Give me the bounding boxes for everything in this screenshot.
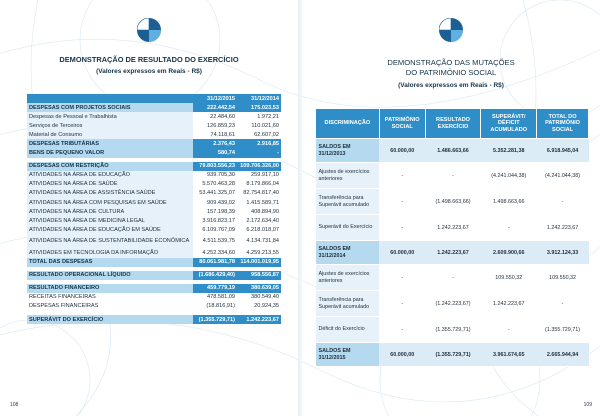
- superavit-acumulado-value: 109.550,32: [481, 265, 537, 291]
- value-2014: 4.134.731,84: [237, 234, 281, 248]
- value-2014: 2.916,85: [237, 139, 281, 148]
- table-row: [27, 139, 281, 148]
- movement-row: [316, 265, 589, 291]
- total-patrimonio-value: 3.912.124,33: [537, 241, 589, 265]
- patrimonio-social-value: 60.000,00: [379, 139, 425, 163]
- value-2014: 380.549,40: [251, 294, 279, 301]
- table-row: [27, 121, 281, 130]
- total-patrimonio-value: 109.550,32: [537, 265, 589, 291]
- value-2015: 939.705,30: [193, 171, 237, 180]
- movement-row: [316, 163, 589, 189]
- value-2015: 22.484,60: [193, 112, 237, 121]
- income-statement-title: DEMONSTRAÇÃO DE RESULTADO DO EXERCÍCIO: [59, 55, 239, 64]
- value-2015: 3.916.823,17: [193, 216, 237, 225]
- value-2015: 6.109.767,09: [193, 225, 237, 234]
- value-2014: 6.218.018,07: [237, 225, 281, 234]
- patrimonio-social-value: -: [379, 189, 425, 215]
- row-label: SALDOS EM 31/12/2013: [316, 139, 380, 163]
- superavit-acumulado-value: (4.241.044,38): [481, 163, 537, 189]
- value-2015: 459.779,19: [193, 284, 237, 293]
- header-2014: 31/12/2014: [237, 94, 281, 103]
- table-row: [27, 207, 281, 216]
- value-2014: 110.021,60: [237, 121, 281, 130]
- row-label: ATIVIDADES NA ÁREA DE CULTURA: [27, 207, 193, 216]
- table-row: [27, 103, 281, 112]
- movement-row: [316, 189, 589, 215]
- superavit-acumulado-value: -: [481, 317, 537, 343]
- balance-row: [316, 343, 589, 367]
- patrimonio-social-value: -: [379, 291, 425, 317]
- row-label: RESULTADO FINANCEIRO: [27, 284, 193, 293]
- resultado-exercicio-value: (1.498.663,66): [425, 189, 481, 215]
- patrimonio-social-value: 60.000,00: [379, 241, 425, 265]
- value-2015: 580,74: [193, 149, 237, 158]
- patrimonio-social-value: -: [379, 265, 425, 291]
- header-discriminacao: DISCRIMINAÇÃO: [316, 109, 380, 139]
- value-2014: 259.917,10: [237, 171, 281, 180]
- value-2014: 62.607,02: [237, 130, 281, 139]
- row-label: TOTAL DAS DESPESAS: [27, 258, 193, 267]
- table-row: [27, 258, 281, 267]
- value-2015: 222.442,54: [193, 103, 237, 112]
- resultado-exercicio-value: 1.242.223,67: [425, 241, 481, 265]
- table-row: [27, 248, 281, 257]
- row-label: ATIVIDADES NA ÁREA DE SAÚDE: [27, 180, 193, 189]
- table-row: [27, 293, 281, 302]
- table-row: [27, 130, 281, 139]
- value-2014: 408.894,90: [237, 207, 281, 216]
- header-2015: 31/12/2015: [193, 94, 237, 103]
- resultado-exercicio-value: 1.242.223,67: [425, 215, 481, 241]
- header-label: [27, 94, 193, 103]
- income-statement-table: [27, 94, 281, 324]
- patrimonio-social-value: -: [379, 163, 425, 189]
- value-2015: 4.511.539,75: [193, 234, 237, 248]
- table-row: [27, 149, 281, 158]
- row-label: Despesas de Pessoal e Trabalhista: [27, 112, 193, 121]
- row-label: ATIVIDADES EM TECNOLOGIA DA INFORMAÇÃO: [27, 248, 193, 257]
- value-2014: 8.179.866,04: [237, 180, 281, 189]
- resultado-exercicio-value: (1.355.729,71): [425, 317, 481, 343]
- value-2014: -: [237, 149, 281, 158]
- table-row: [27, 302, 281, 311]
- equity-statement-title: [302, 58, 600, 78]
- resultado-exercicio-value: -: [425, 163, 481, 189]
- movement-row: [316, 317, 589, 343]
- value-2015: 157.198,39: [193, 207, 237, 216]
- income-statement-subtitle: (Valores expressos em Reais - R$): [96, 68, 202, 75]
- superavit-acumulado-value: 5.352.281,38: [481, 139, 537, 163]
- value-2014: 1.972,21: [237, 112, 281, 121]
- equity-title-line-2: DO PATRIMÔNIO SOCIAL: [405, 68, 497, 77]
- total-patrimonio-value: -: [537, 291, 589, 317]
- table-row: [27, 271, 281, 280]
- header-patrimonio-social: PATRIMÔNIO SOCIAL: [379, 109, 425, 139]
- table-row: [27, 315, 281, 324]
- page-number-right: 109: [583, 402, 592, 408]
- table-row: [27, 189, 281, 198]
- value-2015: 74.118,61: [193, 130, 237, 139]
- table-header-row: [316, 109, 589, 139]
- equity-statement-subtitle: (Valores expressos em Reais - R$): [398, 82, 504, 89]
- value-2015: 2.376,43: [193, 139, 237, 148]
- row-label: Superávit do Exercício: [316, 215, 380, 241]
- value-2014: 82.754.817,40: [237, 189, 281, 198]
- value-2015: 79.803.556,23: [193, 162, 237, 171]
- value-2015: (18.816,91): [206, 303, 235, 310]
- header-total-patrimonio: TOTAL DO PATRIMÔNIO SOCIAL: [537, 109, 589, 139]
- table-row: [27, 171, 281, 180]
- table-row: [27, 112, 281, 121]
- table-row: [27, 216, 281, 225]
- left-page: [0, 0, 298, 416]
- patrimonio-social-value: 60.000,00: [379, 343, 425, 367]
- row-label: Ajustes de exercícios anteriores: [316, 265, 380, 291]
- resultado-exercicio-value: 1.486.663,66: [425, 139, 481, 163]
- value-2014: 958.556,87: [237, 271, 281, 280]
- movement-row: [316, 215, 589, 241]
- value-2014: 20.924,35: [254, 303, 279, 310]
- row-label: SUPERÁVIT DO EXERCÍCIO: [27, 315, 193, 324]
- value-2015: 53.441.325,07: [193, 189, 237, 198]
- row-label: SALDOS EM 31/12/2015: [316, 343, 380, 367]
- right-page: [302, 0, 600, 416]
- total-patrimonio-value: 6.918.945,04: [537, 139, 589, 163]
- row-label: ATIVIDADES NA ÁREA COM PESQUISAS EM SAÚDE: [27, 198, 193, 207]
- table-row: [27, 162, 281, 171]
- superavit-acumulado-value: -: [481, 215, 537, 241]
- row-label: Déficit do Exercício: [316, 317, 380, 343]
- value-2015: 4.252.334,60: [193, 248, 237, 257]
- total-patrimonio-value: 1.242.223,67: [537, 215, 589, 241]
- value-2014: 2.172.634,40: [237, 216, 281, 225]
- header-resultado-exercicio: RESULTADO EXERCÍCIO: [425, 109, 481, 139]
- row-label: BENS DE PEQUENO VALOR: [27, 149, 193, 158]
- value-2014: 109.706.326,00: [237, 162, 281, 171]
- row-label: Transferência para Superávit acumulado: [316, 291, 380, 317]
- page-number-left: 108: [10, 402, 19, 408]
- value-2015: (1.355.729,71): [193, 315, 237, 324]
- value-2014: 175.023,53: [237, 103, 281, 112]
- resultado-exercicio-value: (1.355.729,71): [425, 343, 481, 367]
- row-label: DESPESAS COM RESTRIÇÃO: [27, 162, 193, 171]
- table-row: [27, 180, 281, 189]
- movement-row: [316, 291, 589, 317]
- superavit-acumulado-value: 1.242.223,67: [481, 291, 537, 317]
- value-2015: 478.581,09: [207, 294, 235, 301]
- value-2015: 80.061.981,78: [193, 258, 237, 267]
- balance-row: [316, 241, 589, 265]
- row-label: RESULTADO OPERACIONAL LÍQUIDO: [27, 271, 193, 280]
- table-row: [27, 225, 281, 234]
- table-row: [27, 284, 281, 293]
- total-patrimonio-value: -: [537, 189, 589, 215]
- row-label: DESPESAS TRIBUTÁRIAS: [27, 139, 193, 148]
- row-label: Transferência para Superávit acumulado: [316, 189, 380, 215]
- table-header-row: [27, 94, 281, 103]
- value-2014: 380.639,05: [237, 284, 281, 293]
- table-row: [27, 198, 281, 207]
- resultado-exercicio-value: (1.242.223,67): [425, 291, 481, 317]
- superavit-acumulado-value: 3.961.674,65: [481, 343, 537, 367]
- row-label: ATIVIDADES NA ÁREA DE MEDICINA LEGAL: [27, 216, 193, 225]
- row-label: RECEITAS FINANCEIRAS: [27, 293, 193, 302]
- total-patrimonio-value: (1.355.729,71): [537, 317, 589, 343]
- resultado-exercicio-value: -: [425, 265, 481, 291]
- row-label: SALDOS EM 31/12/2014: [316, 241, 380, 265]
- row-label: ATIVIDADES NA ÁREA DE SUSTENTABILIDADE ECONÔMICA: [27, 234, 193, 248]
- row-label: DESPESAS FINANCEIRAS: [27, 302, 193, 311]
- header-superavit-acumulado: SUPERÁVIT/ DÉFICIT ACUMULADO: [481, 109, 537, 139]
- table-row: [27, 234, 281, 248]
- value-2015: 909.439,02: [193, 198, 237, 207]
- value-2015: (1.686.429,40): [193, 271, 237, 280]
- row-label: Serviços de Terceiros: [27, 121, 193, 130]
- total-patrimonio-value: 2.665.944,94: [537, 343, 589, 367]
- superavit-acumulado-value: 1.498.663,66: [481, 189, 537, 215]
- superavit-acumulado-value: 2.609.900,66: [481, 241, 537, 265]
- total-patrimonio-value: (4.241.044,38): [537, 163, 589, 189]
- equity-statement-table: [315, 108, 589, 367]
- institution-logo-icon: [439, 18, 463, 42]
- value-2014: 1.415.589,71: [237, 198, 281, 207]
- value-2014: 4.259.213,55: [237, 248, 281, 257]
- row-label: Ajustes de exercícios anteriores: [316, 163, 380, 189]
- row-label: ATIVIDADES NA ÁREA DE EDUCAÇÃO EM SAÚDE: [27, 225, 193, 234]
- row-label: ATIVIDADES NA ÁREA DE ASSISTÊNCIA SAÚDE: [27, 189, 193, 198]
- balance-row: [316, 139, 589, 163]
- row-label: Material de Consumo: [27, 130, 193, 139]
- patrimonio-social-value: -: [379, 215, 425, 241]
- value-2014: 114.001.019,95: [237, 258, 281, 267]
- equity-title-line-1: DEMONSTRAÇÃO DAS MUTAÇÕES: [387, 58, 515, 67]
- value-2015: 126.859,23: [193, 121, 237, 130]
- value-2015: 5.570.463,28: [193, 180, 237, 189]
- institution-logo-icon: [137, 18, 161, 42]
- patrimonio-social-value: -: [379, 317, 425, 343]
- value-2014: 1.242.223,67: [237, 315, 281, 324]
- row-label: DESPESAS COM PROJETOS SOCIAIS: [27, 103, 193, 112]
- row-label: ATIVIDADES NA ÁREA DE EDUCAÇÃO: [27, 171, 193, 180]
